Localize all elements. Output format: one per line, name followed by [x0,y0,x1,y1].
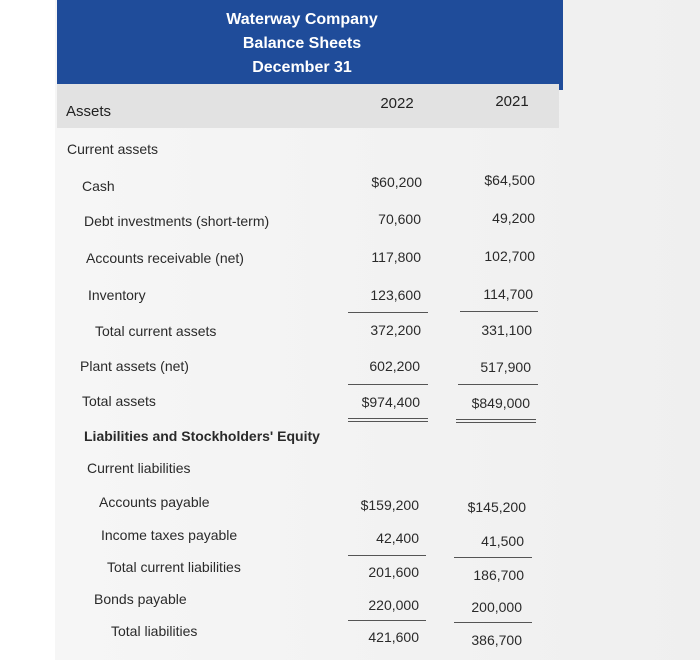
row-label-plant-assets: Plant assets (net) [80,358,189,374]
row-label-inventory: Inventory [88,287,146,303]
row-label-income-taxes-payable: Income taxes payable [101,527,238,543]
underline-2021-current-assets [460,311,538,312]
value-2022-bonds-payable: 220,000 [368,597,419,613]
value-2021-cash: $64,500 [484,172,535,188]
value-2022-plant-assets: 602,200 [369,358,420,374]
row-label-accounts-payable: Accounts payable [99,494,210,510]
underline-2021-bonds-payable [454,622,532,623]
value-2021-accounts-receivable: 102,700 [484,248,535,264]
row-label-liabilities-equity: Liabilities and Stockholders' Equity [84,428,320,444]
statement-title: Balance Sheets [242,35,362,52]
value-2022-total-liabilities: 421,600 [368,629,419,645]
value-2021-income-taxes-payable: 41,500 [481,533,524,549]
value-2021-inventory: 114,700 [483,286,533,302]
company-name: Waterway Company [226,11,378,28]
value-2021-total-current-liabilities: 186,700 [473,567,524,583]
value-2021-debt-investments: 49,200 [492,210,535,226]
underline-2022-plant-assets [348,384,428,385]
double-underline-2021-total-assets [456,419,536,423]
value-2021-accounts-payable: $145,200 [467,499,526,515]
value-2021-bonds-payable: 200,000 [471,599,522,615]
row-label-current-liabilities: Current liabilities [87,460,191,476]
row-label-total-current-assets: Total current assets [95,323,217,339]
value-2022-income-taxes-payable: 42,400 [376,530,419,546]
title-banner [57,0,563,90]
row-label-total-liabilities: Total liabilities [111,623,198,639]
value-2022-total-assets: $974,400 [361,394,420,410]
row-label-current-assets: Current assets [67,141,159,157]
value-2022-accounts-receivable: 117,800 [371,249,421,265]
value-2022-total-current-assets: 372,200 [370,322,421,338]
row-label-cash: Cash [82,178,115,194]
double-underline-2022-total-assets [348,418,428,422]
value-2021-total-current-assets: 331,100 [481,322,532,338]
underline-2021-income-taxes [454,557,532,558]
value-2021-total-liabilities: 386,700 [471,632,522,648]
underline-2022-current-assets [348,312,428,313]
value-2022-debt-investments: 70,600 [378,211,421,227]
value-2022-accounts-payable: $159,200 [360,497,419,513]
value-2022-total-current-liabilities: 201,600 [368,564,419,580]
underline-2022-bonds-payable [348,620,426,621]
row-label-accounts-receivable: Accounts receivable (net) [86,250,244,266]
value-2022-cash: $60,200 [371,174,422,190]
statement-date: December 31 [252,59,352,76]
value-2021-total-assets: $849,000 [471,395,530,411]
row-label-total-assets: Total assets [82,393,156,409]
row-label-debt-investments: Debt investments (short-term) [84,213,270,229]
underline-2022-income-taxes [348,555,426,556]
row-label-bonds-payable: Bonds payable [94,591,187,607]
underline-2021-plant-assets [458,384,538,385]
row-label-total-current-liabilities: Total current liabilities [107,559,241,575]
assets-section-label: Assets [66,103,112,120]
value-2022-inventory: 123,600 [370,287,421,303]
column-header-2022: 2022 [380,95,414,112]
column-header-2021: 2021 [495,93,529,110]
value-2021-plant-assets: 517,900 [480,359,531,375]
